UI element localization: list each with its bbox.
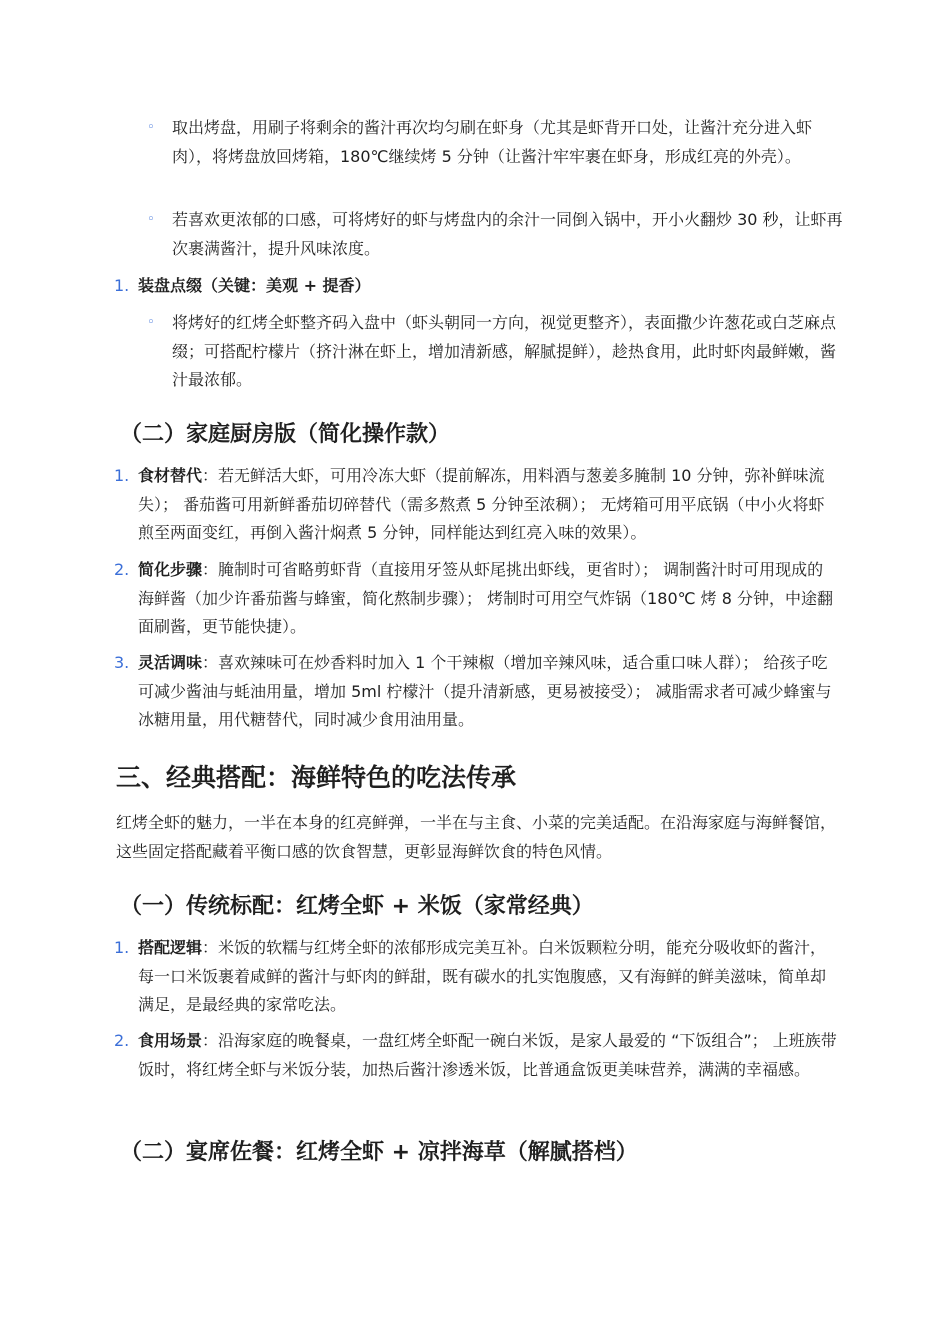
- section-heading-home: （二）家庭厨房版（简化操作款）: [120, 422, 451, 447]
- list-item: [114, 649, 838, 735]
- list-item-label: 灵活调味: [138, 653, 203, 672]
- hollow-bullet-icon: ◦: [147, 315, 155, 330]
- list-item-label: 食材替代: [138, 466, 203, 485]
- list-number: 2.: [114, 1031, 130, 1050]
- list-number: 1.: [114, 276, 130, 295]
- list-item: [114, 934, 838, 1020]
- list-item-text: 若喜欢更浓郁的口感，可将烤好的虾与烤盘内的余汁一同倒入锅中，开小火翻炒 30 秒，让虾再次裹满酱汁，提升风味浓度。: [172, 210, 843, 258]
- list-item-text: 取出烤盘，用刷子将剩余的酱汁再次均匀刷在虾身（尤其是虾背开口处，让酱汁充分进入虾肉），将烤盘放回烤箱，180℃继续烤 5 分钟（让酱汁牢牢裹在虾身，形成红亮的外壳）。: [172, 118, 813, 166]
- list-item-text: ：沿海家庭的晚餐桌，一盘红烤全虾配一碗白米饭，是家人最爱的 “下饭组合”； 上班族带饭时，将红烤全虾与米饭分装，加热后酱汁渗透米饭，比普通盒饭更美味营养，满满的幸福感。: [138, 1031, 837, 1079]
- list-number: 1.: [114, 466, 130, 485]
- list-item-text: 将烤好的红烤全虾整齐码入盘中（虾头朝同一方向，视觉更整齐），表面撒少许葱花或白芝麻点缀；可搭配柠檬片（挤汁淋在虾上，增加清新感，解腻提鲜），趁热食用，此时虾肉最鲜嫩，酱汁最浓郁。: [172, 313, 837, 389]
- list-item-label: 食用场景: [138, 1031, 203, 1050]
- list-item: [147, 206, 850, 263]
- chapter-heading: 三、经典搭配：海鲜特色的吃法传承: [116, 763, 517, 792]
- section-heading-pair2: （二）宴席佐餐：红烤全虾 + 凉拌海草（解腻搭档）: [120, 1140, 638, 1165]
- list-item-text: ：若无鲜活大虾，可用冷冻大虾（提前解冻，用料酒与葱姜多腌制 10 分钟，弥补鲜味流失）； 番茄酱可用新鲜番茄切碎替代（需多熬煮 5 分钟至浓稠）； 无烤箱可用平底锅（中小火将虾煎至两面变红，再倒入酱汁焖煮 5 分钟，同样能达到红亮入味的效果）。: [138, 466, 825, 542]
- step-title: 装盘点缀（关键：美观 + 提香）: [138, 276, 371, 295]
- step-heading: [114, 272, 371, 300]
- list-item-text: ：喜欢辣味可在炒香料时加入 1 个干辣椒（增加辛辣风味，适合重口味人群）； 给孩子吃可减少酱油与蚝油用量，增加 5ml 柠檬汁（提升清新感，更易被接受）； 减脂需求者可减少蜂蜜与冰糖用量，用代糖替代，同时减少食用油用量。: [138, 653, 832, 729]
- list-item-text: ：米饭的软糯与红烤全虾的浓郁形成完美互补。白米饭颗粒分明，能充分吸收虾的酱汁，每一口米饭裹着咸鲜的酱汁与虾肉的鲜甜，既有碳水的扎实饱腹感，又有海鲜的鲜美滋味，简单却满足，是最经典的家常吃法。: [138, 938, 827, 1014]
- list-item-text: ：腌制时可省略剪虾背（直接用牙签从虾尾挑出虾线，更省时）； 调制酱汁时可用现成的海鲜酱（加少许番茄酱与蜂蜜，简化熬制步骤）； 烤制时可用空气炸锅（180℃ 烤 8 分钟，中途翻面刷酱，更节能快捷）。: [138, 560, 834, 636]
- hollow-bullet-icon: ◦: [147, 212, 155, 227]
- list-item: [147, 114, 850, 171]
- list-item-label: 简化步骤: [138, 560, 203, 579]
- list-item: [114, 1027, 838, 1084]
- list-number: 1.: [114, 938, 130, 957]
- list-number: 2.: [114, 560, 130, 579]
- section-heading-pair1: （一）传统标配：红烤全虾 + 米饭（家常经典）: [120, 894, 594, 919]
- list-number: 3.: [114, 653, 130, 672]
- list-item: [114, 556, 838, 642]
- hollow-bullet-icon: ◦: [147, 120, 155, 135]
- list-item: [114, 462, 838, 548]
- list-item-label: 搭配逻辑: [138, 938, 203, 957]
- list-item: [147, 309, 850, 395]
- intro-paragraph: 红烤全虾的魅力，一半在本身的红亮鲜弹，一半在与主食、小菜的完美适配。在沿海家庭与海鲜餐馆，这些固定搭配藏着平衡口感的饮食智慧，更彰显海鲜饮食的特色风情。: [116, 813, 837, 861]
